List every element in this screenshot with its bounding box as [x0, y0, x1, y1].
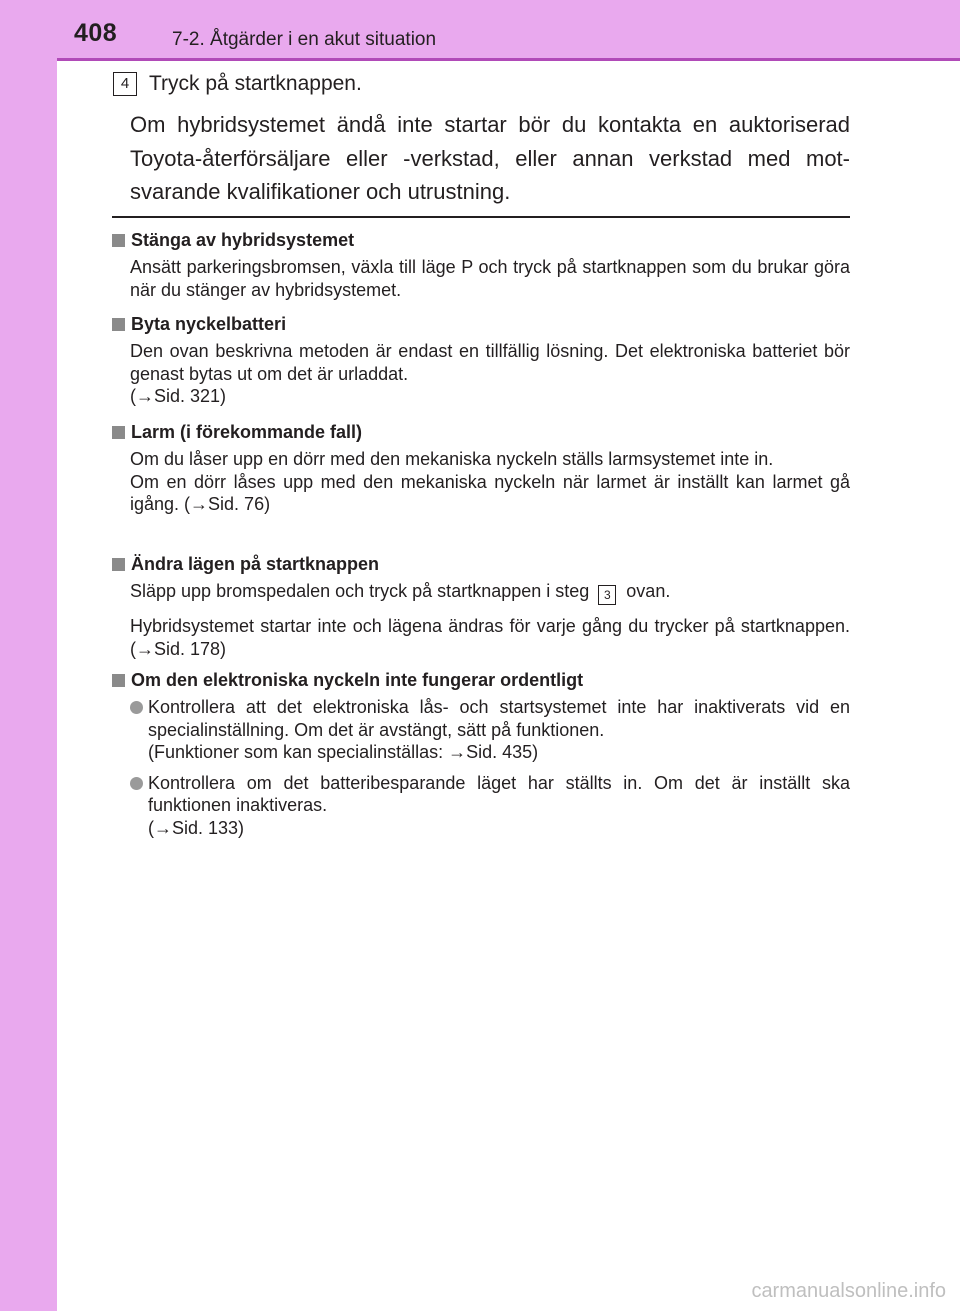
- section-body: [130, 580, 850, 660]
- step-number-box: 4: [113, 72, 137, 96]
- section-body: [130, 340, 850, 408]
- side-color-band: [0, 0, 57, 1311]
- square-bullet-icon: [112, 674, 125, 687]
- square-bullet-icon: [112, 234, 125, 247]
- list-item-text: Kontrollera att det elektroniska lås- och startsystemet inte har inaktiverats vid en specialinställning. Om det är avstängt, sätt på funktionen.: [148, 697, 850, 740]
- step-title: Tryck på startknappen.: [149, 72, 362, 95]
- section-heading: [112, 668, 850, 692]
- section-byta-nyckelbatteri: [112, 312, 850, 408]
- section-heading-text: Om den elektroniska nyckeln inte fungerar ordentligt: [131, 670, 584, 690]
- section-heading-text: Larm (i förekommande fall): [131, 422, 363, 442]
- section-divider: [112, 216, 850, 218]
- step-paragraph: Om hybridsystemet ändå inte startar bör du kontakta en auktoriserad Toyota-återförsäljare eller -verkstad, eller annan verkstad med mot-svarande kvalifikationer och utrustning.: [130, 112, 850, 204]
- square-bullet-icon: [112, 426, 125, 439]
- section-text: Den ovan beskrivna metoden är endast en tillfällig lösning. Det elektroniska batteriet bör genast bytas ut om det är urladdat.: [130, 341, 850, 384]
- page-number: 408: [74, 19, 118, 47]
- section-title: 7-2. Åtgärder i en akut situation: [172, 29, 437, 50]
- list-item: [130, 772, 850, 840]
- section-text: Ansätt parkeringsbromsen, växla till läge P och tryck på startknappen som du brukar göra när du stänger av hybridsystemet.: [130, 257, 850, 300]
- text-fragment: Släpp upp bromspedalen och tryck på startknappen i steg: [130, 581, 590, 601]
- section-heading-text: Stänga av hybridsystemet: [131, 230, 355, 250]
- watermark: carmanualsonline.info: [751, 1280, 946, 1302]
- section-text: Om du låser upp en dörr med den mekaniska nyckeln ställs larmsystemet inte in.: [130, 449, 774, 469]
- circle-bullet-icon: [130, 701, 143, 714]
- square-bullet-icon: [112, 558, 125, 571]
- section-heading-text: Byta nyckelbatteri: [131, 314, 287, 334]
- section-heading: [112, 552, 850, 576]
- square-bullet-icon: [112, 318, 125, 331]
- circle-bullet-icon: [130, 777, 143, 790]
- section-stanga-av: [112, 228, 850, 301]
- section-andra-lagen: [112, 552, 850, 660]
- section-heading: [112, 420, 850, 444]
- list-item-text: Kontrollera om det batteribesparande läget har ställts in. Om det är inställt ska funktionen inaktiveras.: [148, 772, 850, 815]
- text-fragment: ovan.: [626, 581, 671, 601]
- step-reference-box: 3: [598, 585, 616, 605]
- section-larm: [112, 420, 850, 516]
- section-text: [130, 580, 850, 605]
- section-heading: [112, 312, 850, 336]
- section-heading: [112, 228, 850, 252]
- page-reference: (→Sid. 321): [130, 386, 227, 406]
- header-band: [0, 0, 960, 58]
- section-text: Hybridsystemet startar inte och lägena ändras för varje gång du trycker på startknappen. (→Sid. 178): [130, 616, 850, 659]
- page-reference: (Funktioner som kan specialinställas: →Sid. 435): [148, 742, 539, 762]
- section-text: Om en dörr låses upp med den mekaniska nyckeln när larmet är inställt kan larmet gå igång. (→Sid. 76): [130, 471, 850, 514]
- bullet-list: [112, 696, 850, 839]
- page-reference: (→Sid. 133): [148, 817, 245, 838]
- header-rule: [57, 58, 960, 61]
- section-elektroniska-nyckeln: [112, 668, 850, 839]
- section-body: [130, 256, 850, 301]
- section-heading-text: Ändra lägen på startknappen: [131, 554, 380, 574]
- section-body: [130, 448, 850, 516]
- list-item: [130, 696, 850, 764]
- step-heading: [113, 72, 362, 96]
